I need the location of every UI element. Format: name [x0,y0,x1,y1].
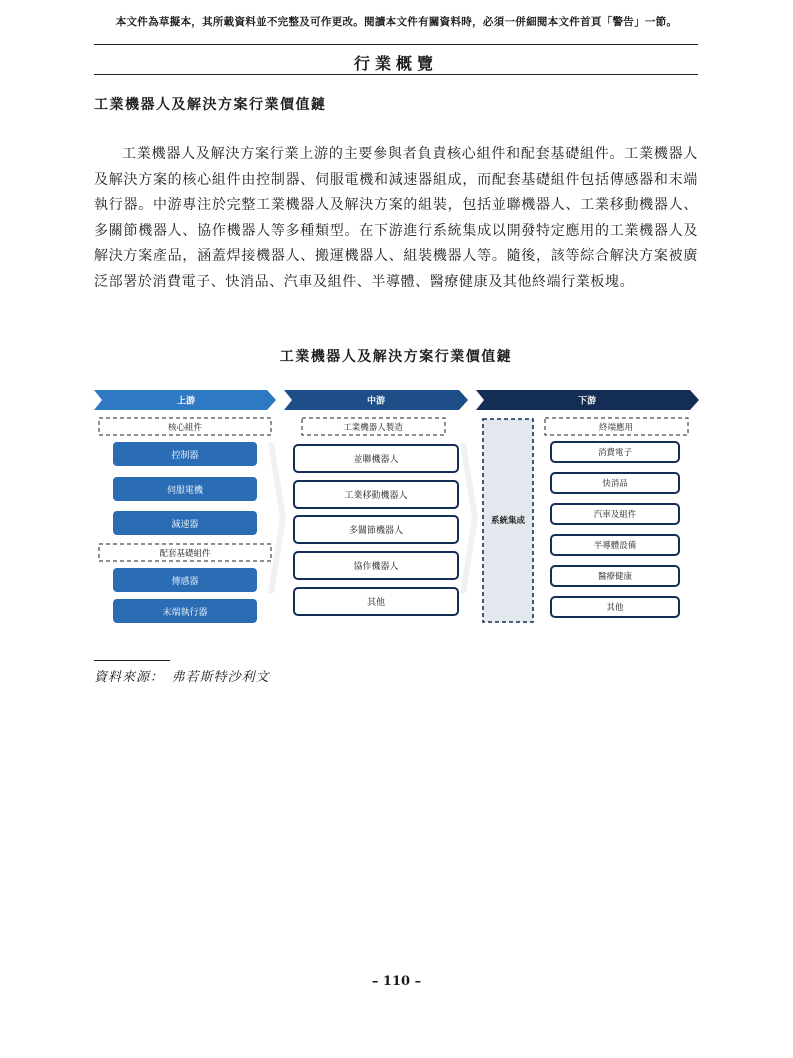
end-effector-label: 末端執行器 [162,608,208,618]
robot-manufacturing-label: 工業機器人製造 [343,423,403,433]
figure-title: 工業機器人及解決方案行業價值鏈 [279,349,513,365]
header-rule [94,44,698,45]
flow-arrow-2 [460,443,478,593]
semiconductor-label: 半導體設備 [593,541,637,551]
end-applications-label: 終端應用 [598,423,634,433]
core-components-label: 核心組件 [167,423,203,433]
draft-warning: 本文件為草擬本，其所載資料並不完整及可作更改。閱讀本文件有關資料時，必須一併細閱本文件首頁「警告」一節。 [115,16,678,28]
system-integration-label: 系統集成 [490,516,526,526]
articulated-robot-label: 多關節機器人 [348,526,404,536]
support-components-label: 配套基礎組件 [159,549,211,559]
sensor-label: 傳感器 [171,577,199,587]
automotive-label: 汽車及組件 [593,510,637,520]
section-title: 行業概覽 [353,54,438,73]
midstream-header: 中游 [366,396,386,407]
source-note: 資料來源： 弗若斯特沙利文 [94,670,270,685]
downstream-header: 下游 [577,396,597,407]
page-number: – 110 – [371,974,422,989]
upstream-header: 上游 [176,396,196,407]
reducer-label: 減速器 [171,520,199,530]
source-rule [94,660,170,661]
section-rule [94,74,698,75]
subheading: 工業機器人及解決方案行業價值鏈 [94,97,327,113]
flow-arrow-1 [268,443,286,593]
servo-motor-label: 伺服電機 [166,486,204,496]
midstream-other-label: 其他 [366,598,386,608]
parallel-robot-label: 並聯機器人 [353,455,399,465]
healthcare-label: 醫療健康 [597,572,633,582]
collaborative-robot-label: 協作機器人 [353,562,399,572]
mobile-robot-label: 工業移動機器人 [344,491,408,501]
consumer-electronics-label: 消費電子 [597,448,633,458]
body-paragraph [94,142,698,296]
controller-label: 控制器 [171,451,199,461]
paragraph-text: 工業機器人及解決方案行業上游的主要參與者負責核心組件和配套基礎組件。工業機器人及解決方案的核心組件由控制器、伺服電機和減速器組成，而配套基礎組件包括傳感器和末端執行器。中游專注於完整工業機器人及解決方案的組裝，包括並聯機器人、工業移動機器人、多關節機器人、協作機器人等多種類型。在下游進行系統集成以開發特定應用的工業機器人及解決方案產品，涵蓋焊接機器人、搬運機器人、組裝機器人等。隨後，該等綜合解決方案被廣泛部署於消費電子、快消品、汽車及組件、半導體、醫療健康及其他終端行業板塊。 [94,146,698,290]
fmcg-label: 快消品 [602,479,628,489]
downstream-other-label: 其他 [606,603,624,613]
value-chain-diagram [94,388,700,628]
